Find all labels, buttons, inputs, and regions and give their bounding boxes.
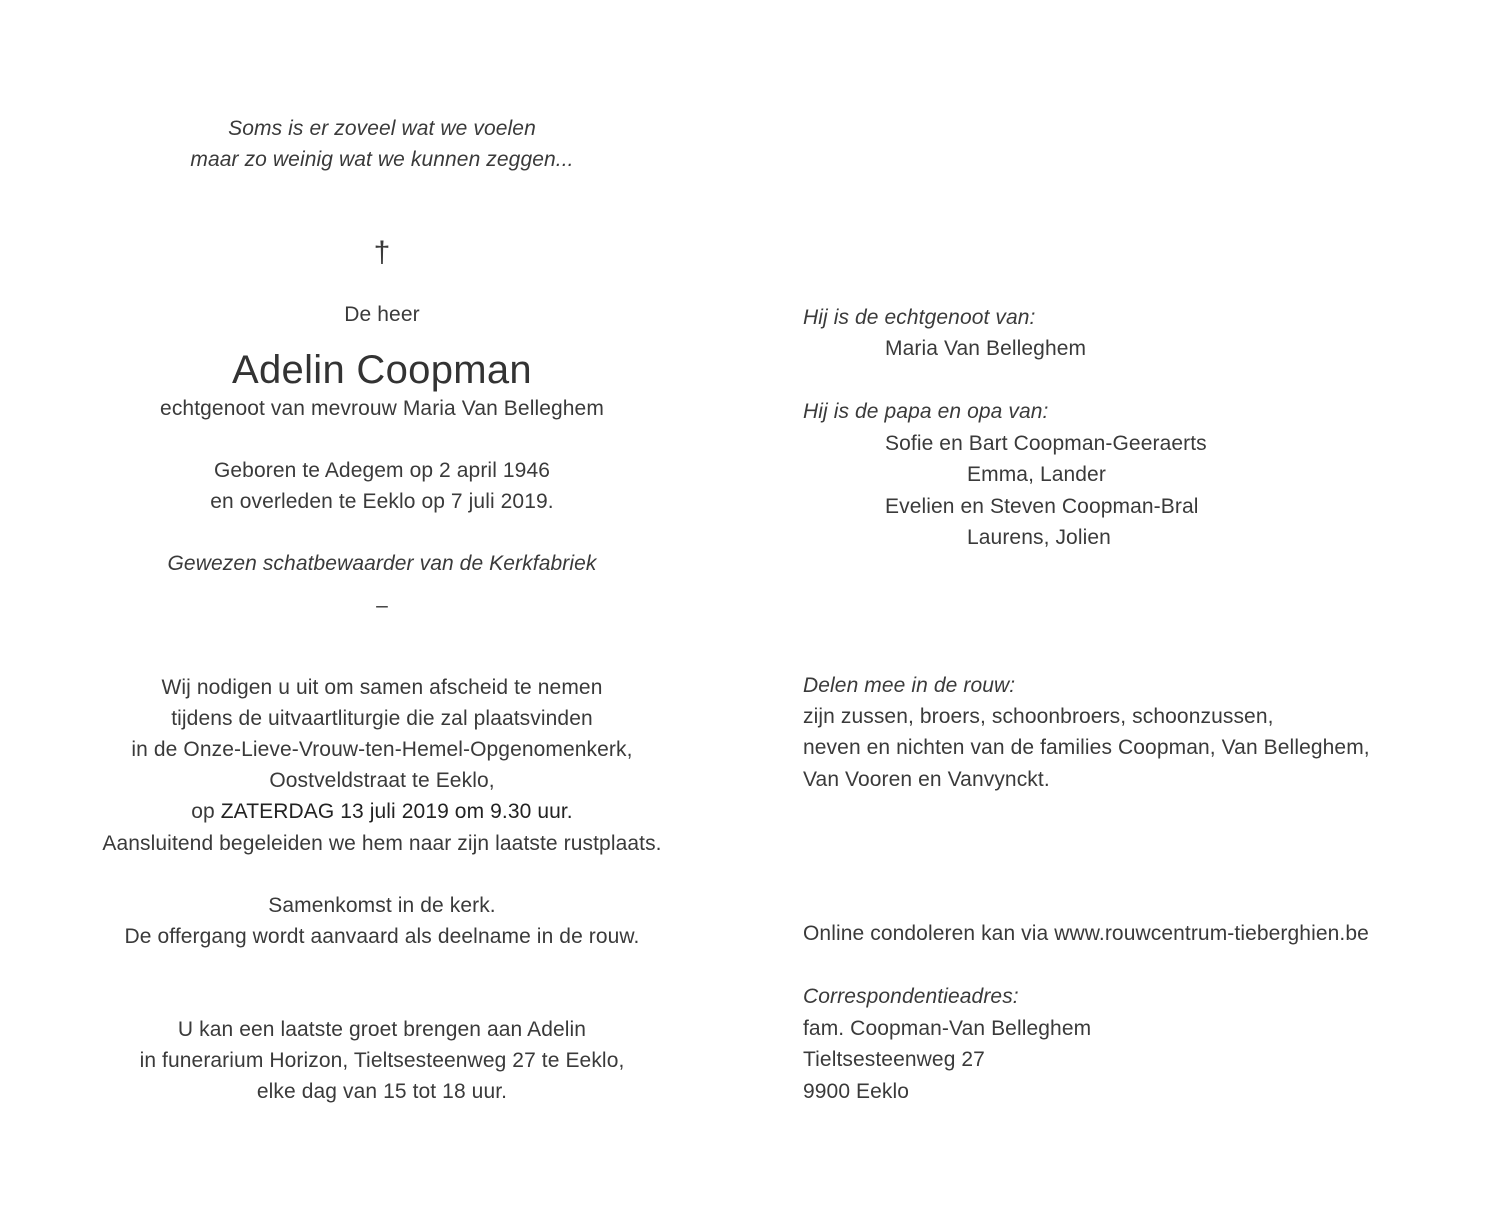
family-grandchildren-2: Laurens, Jolien (967, 526, 1111, 549)
spouse-heading: Hij is de echtgenoot van: (803, 306, 1036, 329)
gathering-line-1: Samenkomst in de kerk. (268, 894, 496, 917)
death-line: en overleden te Eeklo op 7 juli 2019. (210, 490, 554, 513)
cross-icon: † (373, 236, 391, 269)
invitation-line-2: tijdens de uitvaartliturgie die zal plaatsvinden (171, 707, 593, 730)
quote-line-1: Soms is er zoveel wat we voelen (228, 117, 536, 140)
address-line-1: fam. Coopman-Van Belleghem (803, 1017, 1092, 1040)
address-line-3: 9900 Eeklo (803, 1080, 910, 1103)
visit-line-3: elke dag van 15 tot 18 uur. (256, 1080, 508, 1103)
gathering-line-2: De offergang wordt aanvaard als deelname in de rouw. (124, 925, 640, 948)
salutation: De heer (344, 303, 420, 326)
invitation-line-4: Oostveldstraat te Eeklo, (269, 769, 495, 792)
burial-line: Aansluitend begeleiden we hem naar zijn laatste rustplaats. (102, 832, 662, 855)
role-line: Gewezen schatbewaarder van de Kerkfabriek (167, 552, 597, 575)
family-child-1: Sofie en Bart Coopman-Geeraerts (885, 432, 1207, 455)
invitation-line-3: in de Onze-Lieve-Vrouw-ten-Hemel-Opgenomenkerk, (131, 738, 633, 761)
service-date-line (82, 796, 682, 827)
invitation-line-1: Wij nodigen u uit om samen afscheid te nemen (161, 676, 603, 699)
separator-dash: – (376, 594, 388, 617)
mourn-line-1: zijn zussen, broers, schoonbroers, schoonzussen, (803, 705, 1274, 728)
mourn-line-2: neven en nichten van de families Coopman, Van Belleghem, (803, 736, 1370, 759)
mourn-heading: Delen mee in de rouw: (803, 674, 1016, 697)
family-grandchildren-1: Emma, Lander (967, 463, 1106, 486)
birth-line: Geboren te Adegem op 2 april 1946 (213, 459, 551, 482)
address-line-2: Tieltsesteenweg 27 (803, 1048, 985, 1071)
visit-line-1: U kan een laatste groet brengen aan Adelin (177, 1018, 587, 1041)
mourn-line-3: Van Vooren en Vanvynckt. (803, 768, 1050, 791)
deceased-name: Adelin Coopman (232, 348, 532, 392)
family-heading: Hij is de papa en opa van: (803, 400, 1049, 423)
visit-line-2: in funerarium Horizon, Tieltsesteenweg 27 te Eeklo, (139, 1049, 625, 1072)
spouse-name: Maria Van Belleghem (885, 337, 1087, 360)
online-condolence: Online condoleren kan via www.rouwcentrum-tieberghien.be (803, 922, 1369, 945)
quote-line-2: maar zo weinig wat we kunnen zeggen... (190, 148, 574, 171)
service-date-prefix: op (191, 800, 221, 823)
family-child-2: Evelien en Steven Coopman-Bral (885, 495, 1199, 518)
address-heading: Correspondentieadres: (803, 985, 1019, 1008)
spouse-line: echtgenoot van mevrouw Maria Van Belleghem (160, 397, 604, 420)
service-date: ZATERDAG 13 juli 2019 om 9.30 uur. (220, 800, 573, 823)
